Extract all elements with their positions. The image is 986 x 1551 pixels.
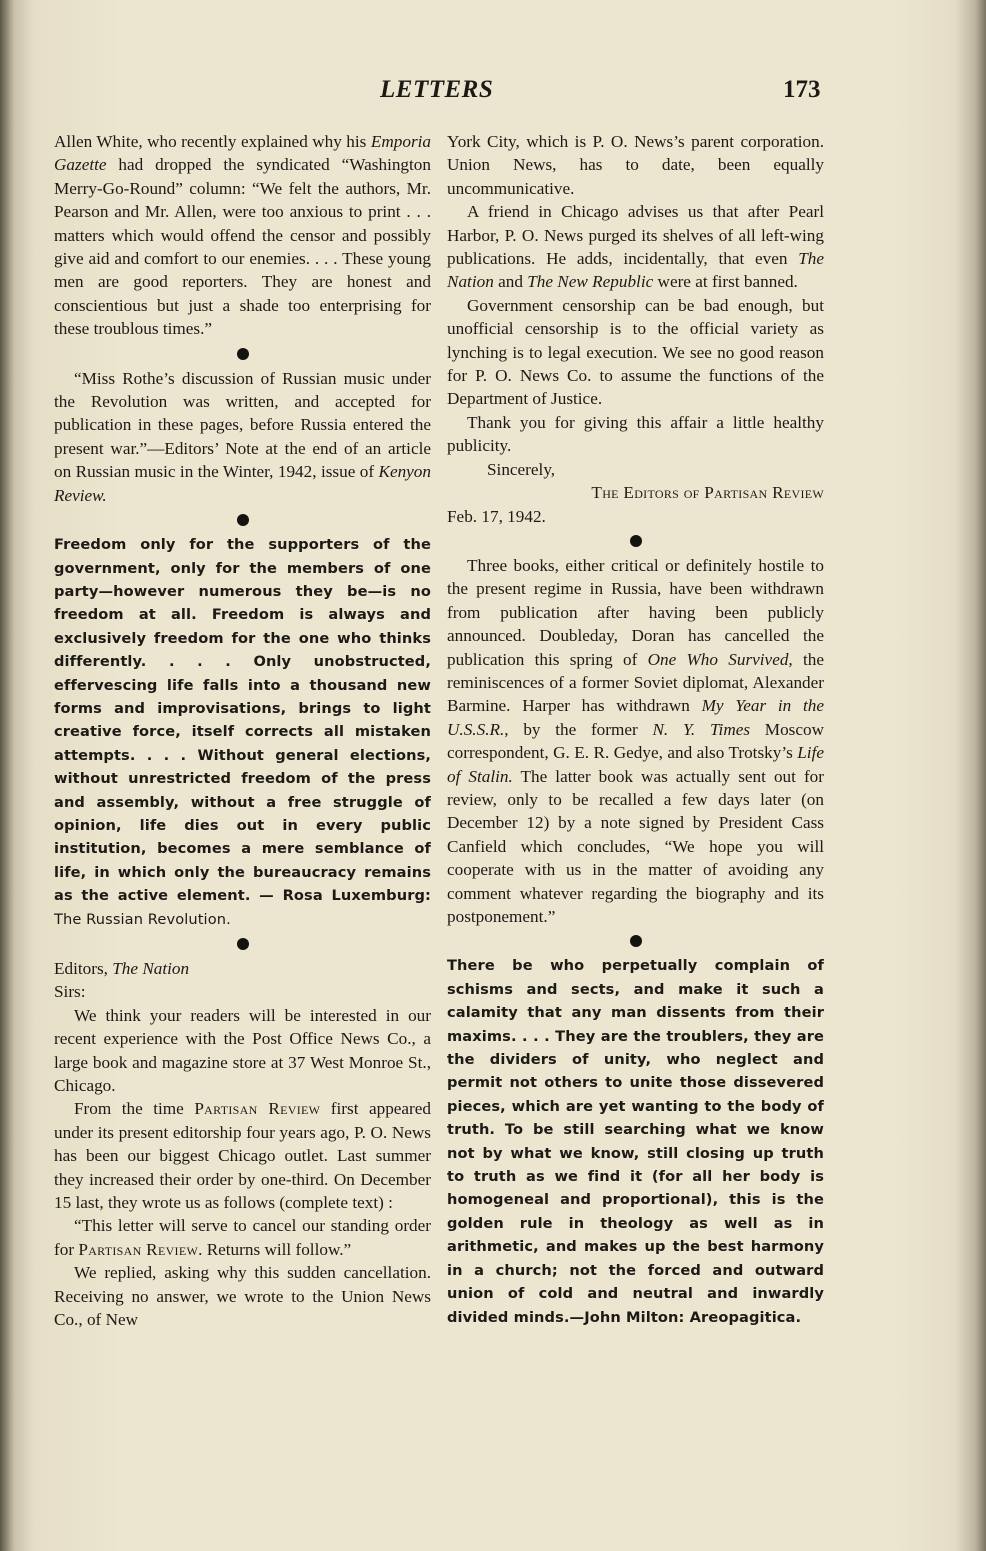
letter-paragraph: A friend in Chicago advises us that after Pearl Harbor, P. O. News purged its shelves of all left-wing publications. He adds, incidentally, that even The Nation and The New Republic were at first banned. bbox=[447, 202, 824, 292]
section-bullet bbox=[630, 935, 642, 947]
letter-date: Feb. 17, 1942. bbox=[447, 506, 546, 526]
section-bullet bbox=[237, 514, 249, 526]
letter-closing: Sincerely, bbox=[487, 459, 556, 479]
section-bullet bbox=[237, 348, 249, 360]
letter-paragraph: We replied, asking why this sudden cancellation. Receiving no answer, we wrote to the Union News Co., of New bbox=[54, 1263, 431, 1330]
kenyon-note-paragraph: “Miss Rothe’s discussion of Russian music under the Revolution was written, and accepted for publication in these pages, before Russia entered the present war.”—Editors’ Note at the end of an article on Russian music in the Winter, 1942, issue of Kenyon Review. bbox=[54, 368, 431, 505]
white-quote-paragraph: Allen White, who recently explained why his Emporia Gazette had dropped the syndicated “Washington Merry-Go-Round” column: “We felt the authors, Mr. Pearson and Mr. Allen, were too anxious to print . . . matters which would offend the censor and possibly give aid and comfort to our enemies. . . . These young men are good reporters. They are honest and conscientious but just a shade too enterprising for these troublous times.” bbox=[54, 132, 431, 339]
luxemburg-quote: Freedom only for the supporters of the government, only for the members of one party—however numerous they be—is no freedom at all. Freedom is always and exclusively freedom for the one who thinks differently. . . . Only unobstructed, effervescing life falls into a thousand new forms and improvisations, brings to light creative force, itself corrects all mistaken attempts. . . . Without general elections, without unrestricted freedom of the press and assembly, without a free struggle of opinion, life dies out in every public institution, becomes a mere semblance of life, in which only the bureaucracy remains as the active element. — Rosa Luxemburg: The Russian Revolution. bbox=[54, 536, 431, 928]
letter-paragraph: York City, which is P. O. News’s parent corporation. Union News, has to date, been equally uncommunicative. bbox=[447, 132, 824, 198]
letter-paragraph: Government censorship can be bad enough, but unofficial censorship is to the official variety as lynching is to legal execution. We see no good reason for P. O. News Co. to assume the functions of the Department of Justice. bbox=[447, 295, 824, 409]
withdrawn-books-paragraph: Three books, either critical or definitely hostile to the present regime in Russia, have been withdrawn from publication after having been publicly announced. Doubleday, Doran has cancelled the publication this spring of One Who Survived, the reminiscences of a former Soviet diplomat, Alexander Barmine. Harper has withdrawn My Year in the U.S.S.R., by the former N. Y. Times Moscow correspondent, G. E. R. Gedye, and also Trotsky’s Life of Stalin. The latter book was actually sent out for review, only to be recalled a few days later (on December 12) by a note signed by President Cass Canfield which concludes, “We hope you will cooperate with us in the matter of avoiding any comment whatever regarding the biography and its postponement.” bbox=[447, 555, 824, 926]
letter-address: Editors, The Nation bbox=[54, 959, 190, 978]
letter-salutation: Sirs: bbox=[54, 982, 86, 1002]
section-bullet bbox=[237, 938, 249, 950]
running-head: LETTERS bbox=[380, 76, 494, 103]
letter-signature: The Editors of Partisan Review bbox=[591, 483, 824, 503]
milton-quote: There be who perpetually complain of schisms and sects, and make it such a calamity that any man dissents from their maxims. . . . They are the troublers, they are the dividers of unity, who neglect and permit not others to unite those dissevered pieces, which are yet wanting to the body of truth. To be still searching what we know not by what we know, still closing up truth to truth as we find it (for all her body is homogeneal and proportional), this is the golden rule in theology as well as in arithmetic, and makes up the best harmony in a church; not the forced and outward union of cold and neutral and inwardly divided minds.—John Milton: Areopagitica. bbox=[447, 957, 824, 1326]
page-number: 173 bbox=[783, 76, 821, 103]
section-bullet bbox=[630, 535, 642, 547]
letter-paragraph: From the time Partisan Review first appeared under its present editorship four years ago, P. O. News has been our biggest Chicago outlet. Last summer they increased their order by one-third. On December 15 last, they wrote us as follows (complete text) : bbox=[54, 1099, 431, 1213]
letter-paragraph: “This letter will serve to cancel our standing order for Partisan Review. Returns will follow.” bbox=[54, 1216, 431, 1259]
letter-paragraph: We think your readers will be interested in our recent experience with the Post Office News Co., a large book and magazine store at 37 West Monroe St., Chicago. bbox=[54, 1005, 431, 1096]
page-header bbox=[0, 72, 986, 112]
left-column bbox=[54, 130, 431, 1332]
letter-paragraph: Thank you for giving this affair a little healthy publicity. bbox=[447, 412, 824, 456]
luxemburg-source: The Russian Revolution. bbox=[54, 910, 231, 928]
right-column bbox=[447, 130, 824, 1329]
